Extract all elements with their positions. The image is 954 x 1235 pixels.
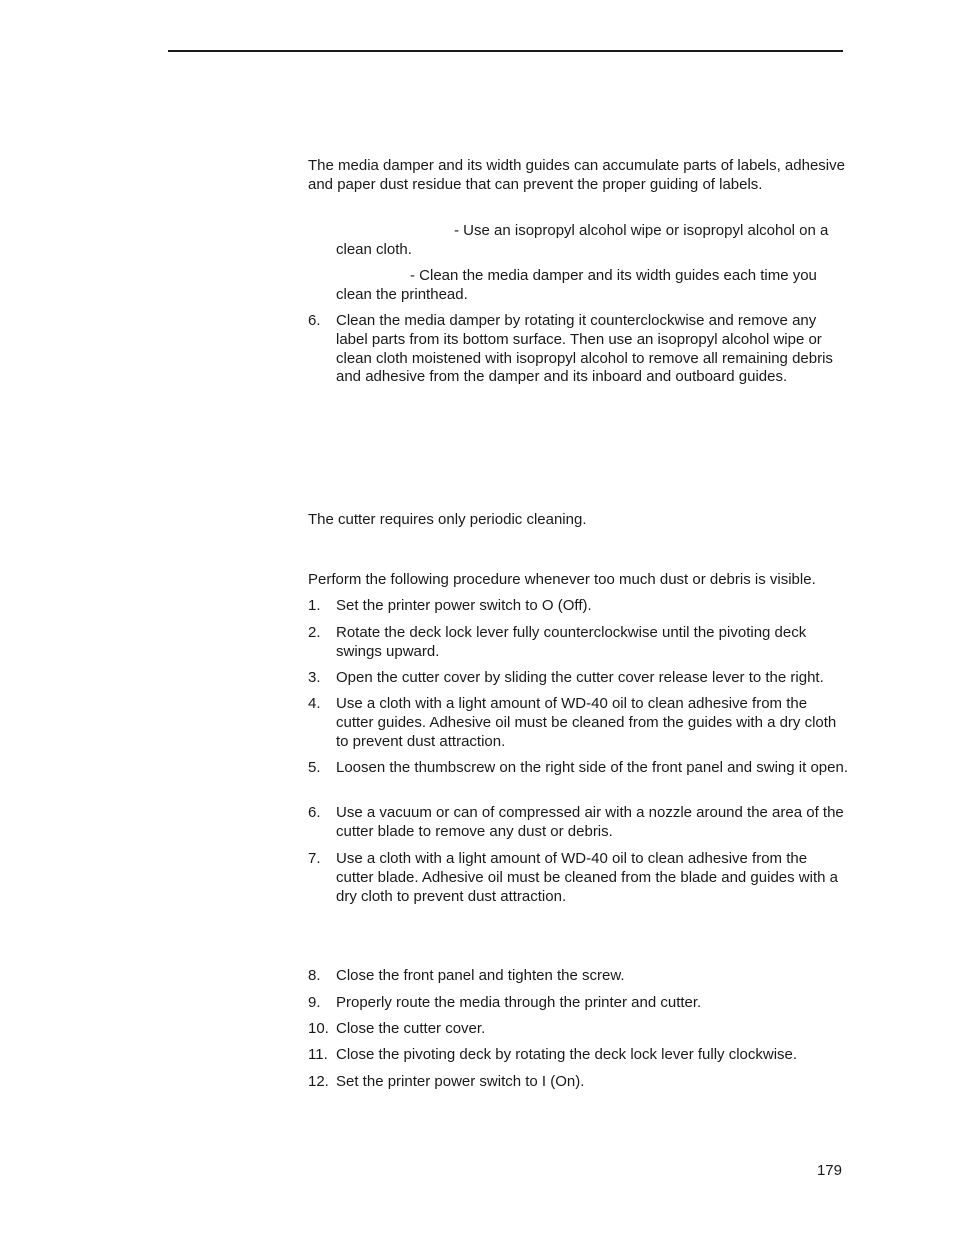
step-number: 2. [308, 624, 321, 641]
step-number: 4. [308, 695, 321, 712]
step-number: 1. [308, 597, 321, 614]
step-number: 11. [308, 1046, 328, 1063]
list-item [308, 1046, 848, 1065]
step-text: Rotate the deck lock lever fully counterclockwise until the pivoting deck swings upward. [336, 624, 807, 660]
step-text: Use a cloth with a light amount of WD-40 oil to clean adhesive from the cutter blade. Adhesive oil must be cleaned from the blade and guides with a dry cloth to prevent dust attraction. [336, 850, 838, 905]
step-number: 6. [308, 312, 321, 329]
step-number: 10. [308, 1020, 329, 1037]
step-text: Use a vacuum or can of compressed air with a nozzle around the area of the cutter blade to remove any dust or debris. [336, 804, 844, 840]
step-number: 12. [308, 1073, 329, 1090]
step-number: 9. [308, 994, 321, 1011]
page-number: 179 [816, 1162, 842, 1179]
step-text: Loosen the thumbscrew on the right side of the front panel and swing it open. [336, 759, 848, 776]
step-number: 3. [308, 669, 321, 686]
list-item [308, 850, 848, 906]
step-text: Open the cutter cover by sliding the cutter cover release lever to the right. [336, 669, 824, 686]
list-item [308, 1020, 848, 1039]
list-item [308, 804, 848, 842]
step-text: Close the pivoting deck by rotating the deck lock lever fully clockwise. [336, 1046, 798, 1063]
step-text: Set the printer power switch to O (Off). [336, 597, 592, 614]
list-item [308, 1073, 848, 1092]
step-number: 8. [308, 967, 321, 984]
header-rule [168, 50, 843, 52]
list-item [308, 312, 848, 387]
list-item [308, 695, 848, 751]
damper-note-material: - Use an isopropyl alcohol wipe or isopropyl alcohol on a clean cloth. [336, 222, 829, 258]
list-item [308, 669, 848, 688]
damper-intro: The media damper and its width guides can accumulate parts of labels, adhesive and paper dust residue that can prevent the proper guiding of labels. [308, 157, 845, 193]
step-number: 6. [308, 804, 321, 821]
step-text: Close the front panel and tighten the screw. [336, 967, 625, 984]
list-item [308, 624, 848, 662]
step-number: 7. [308, 850, 321, 867]
step-text: Set the printer power switch to I (On). [336, 1073, 585, 1090]
list-item [308, 967, 848, 986]
list-item [308, 994, 848, 1013]
step-number: 5. [308, 759, 321, 776]
cutter-intro: The cutter requires only periodic cleaning. [308, 511, 587, 528]
cutter-procedure-intro: Perform the following procedure whenever too much dust or debris is visible. [308, 571, 816, 588]
step-text: Close the cutter cover. [336, 1020, 486, 1037]
list-item [308, 759, 848, 778]
step-text: Use a cloth with a light amount of WD-40 oil to clean adhesive from the cutter guides. Adhesive oil must be cleaned from the guides with a dry cloth to prevent dust attraction. [336, 695, 837, 750]
damper-note-frequency: - Clean the media damper and its width guides each time you clean the printhead. [336, 267, 817, 303]
step-text: Clean the media damper by rotating it counterclockwise and remove any label parts from its bottom surface. Then use an isopropyl alcohol wipe or clean cloth moistened with isopropyl alcohol to remove all remaining debris and adhesive from the damper and its inboard and outboard guides. [336, 312, 833, 386]
list-item [308, 597, 848, 616]
step-text: Properly route the media through the printer and cutter. [336, 994, 702, 1011]
